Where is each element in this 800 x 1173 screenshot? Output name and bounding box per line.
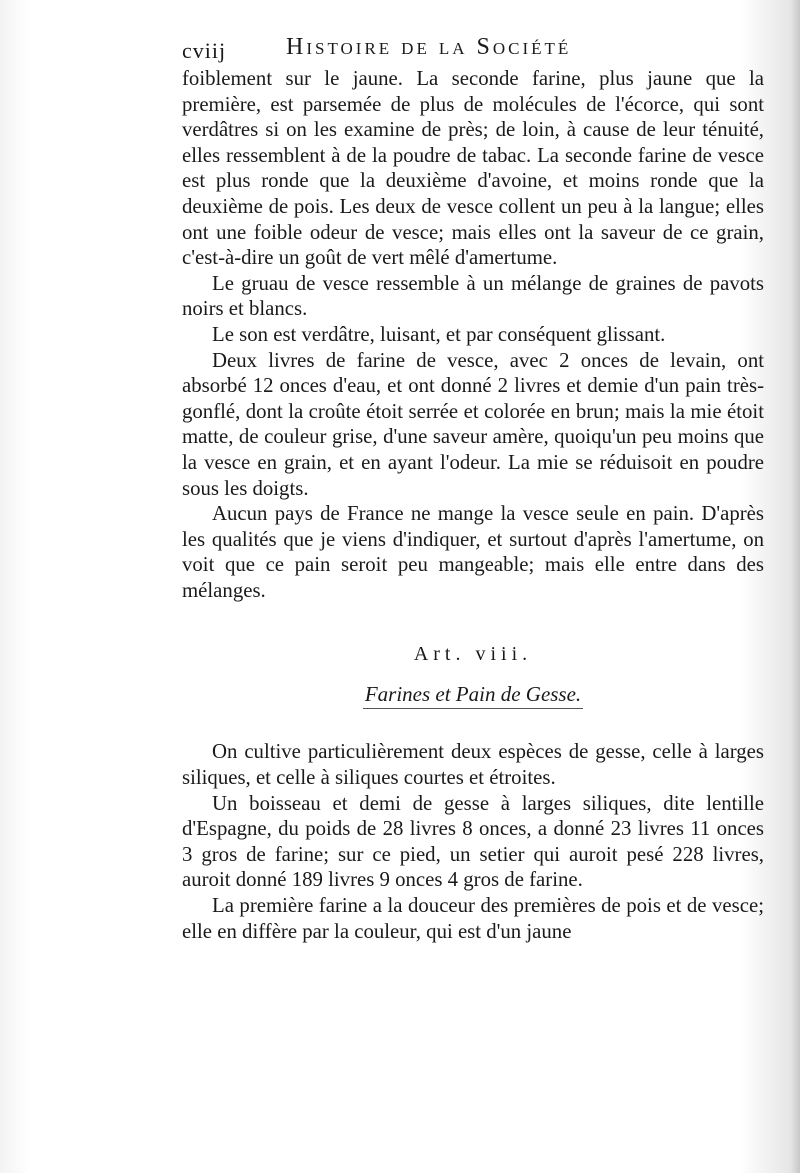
section-title-text: Farines et Pain de Gesse. xyxy=(363,682,583,709)
paragraph: Aucun pays de France ne mange la vesce seule en pain. D'après les qualités que je viens d'indiquer, et surtout d'après l'amertume, on voit que ce pain seroit peu mangeable; mais elle entre dans des mélanges. xyxy=(182,502,764,602)
article-heading: Art. viii. xyxy=(413,643,533,666)
running-head: Histoire de la Société xyxy=(286,34,572,60)
body-text xyxy=(182,66,764,944)
paragraph: On cultive particulièrement deux espèces de gesse, celle à larges siliques, et celle à siliques courtes et étroites. xyxy=(182,740,764,790)
page-number: cviij xyxy=(182,38,227,63)
section-title xyxy=(182,681,764,707)
paragraph: Un boisseau et demi de gesse à larges siliques, dite lentille d'Espagne, du poids de 28 livres 8 onces, a donné 23 livres 11 onces 3 gros de farine; sur ce pied, un setier qui auroit pesé 228 livres, auroit donné 189 livres 9 onces 4 gros de farine. xyxy=(182,791,764,892)
paragraph: Le gruau de vesce ressemble à un mélange de graines de pavots noirs et blancs. xyxy=(182,271,764,321)
paragraph: Le son est verdâtre, luisant, et par conséquent glissant. xyxy=(212,322,666,346)
paragraph: Deux livres de farine de vesce, avec 2 onces de levain, ont absorbé 12 onces d'eau, et ont donné 2 livres et demie d'un pain très-gonflé, dont la croûte étoit serrée et colorée en brun; mais la mie étoit matte, de couleur grise, d'une saveur amère, quoiqu'un peu moins que la vesce en grain, et en ayant l'odeur. La mie se réduisoit en poudre sous les doigts. xyxy=(182,348,764,500)
paragraph: foiblement sur le jaune. La seconde farine, plus jaune que la première, est parsemée de plus de molécules de l'écorce, qui sont verdâtres si on les examine de près; de loin, à cause de leur ténuité, elles ressemblent à de la poudre de tabac. La seconde farine de vesce est plus ronde que la deuxième d'avoine, et moins ronde que la deuxième de pois. Les deux de vesce collent un peu à la langue; elles ont une foible odeur de vesce; mais elles ont la saveur de ce grain, c'est-à-dire un goût de vert mêlé d'amertume. xyxy=(182,67,764,270)
paragraph: La première farine a la douceur des premières de pois et de vesce; elle en diffère par la couleur, qui est d'un jaune xyxy=(182,894,764,943)
page-header xyxy=(182,30,662,62)
